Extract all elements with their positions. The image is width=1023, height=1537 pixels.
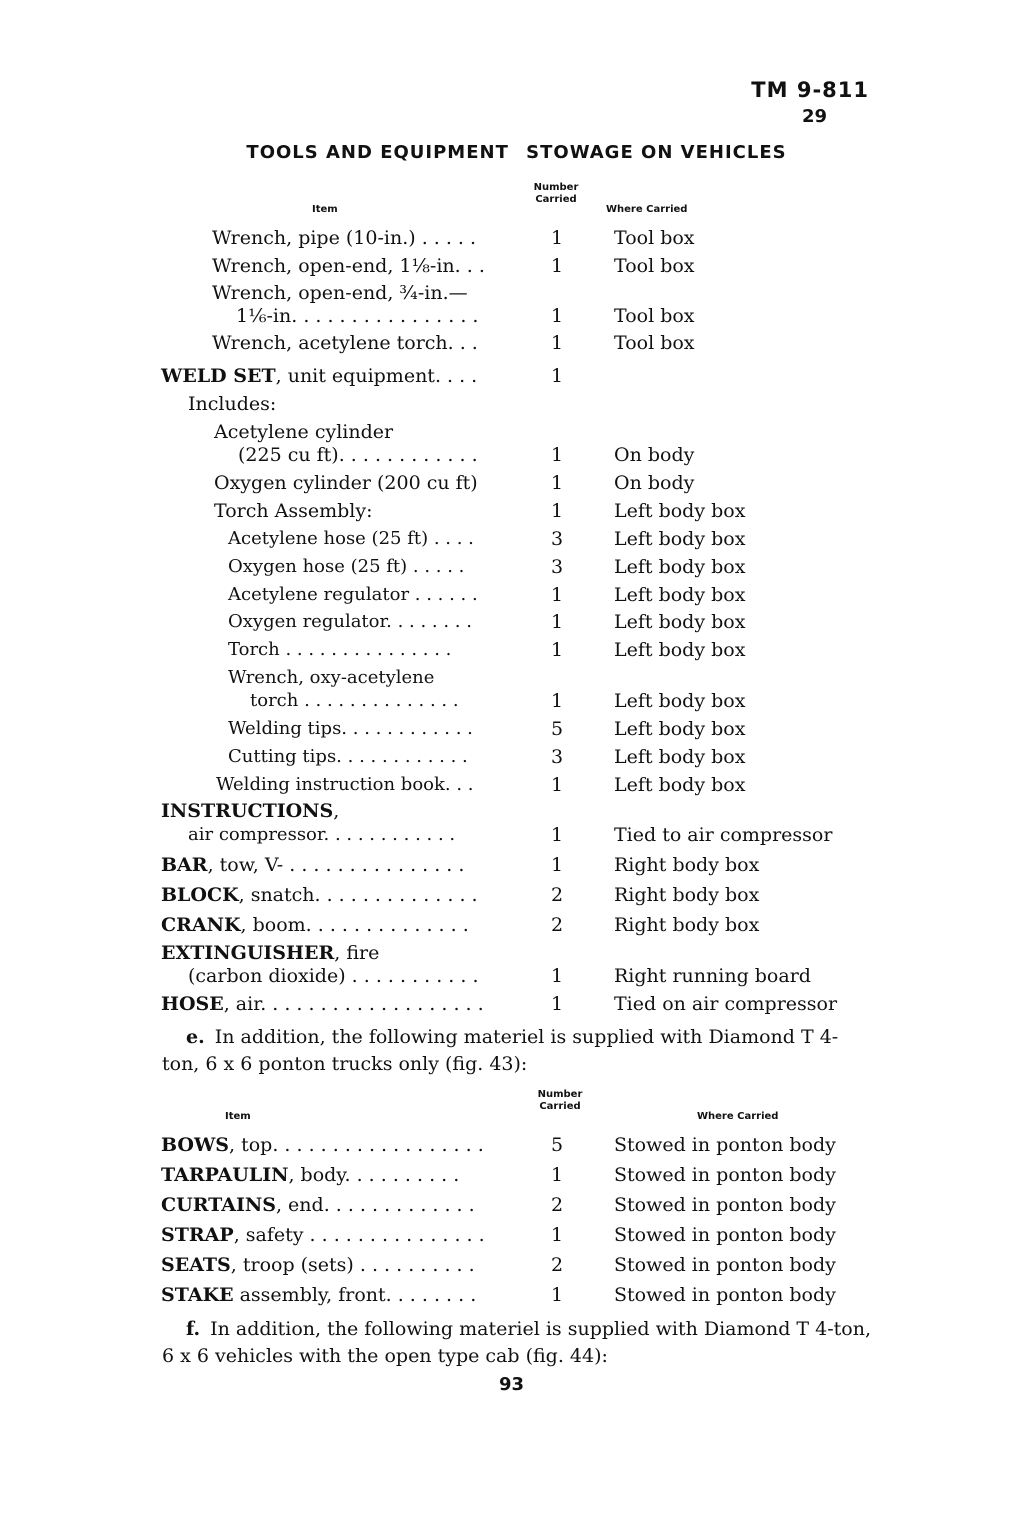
item-keyword: SEATS — [161, 1254, 231, 1276]
item-keyword: BOWS — [161, 1134, 230, 1156]
row-where: Right body box — [614, 914, 760, 936]
row-where: Tool box — [614, 255, 695, 277]
paragraph-e — [162, 1024, 874, 1078]
row-number: 1 — [550, 1164, 564, 1186]
row-where: Left body box — [614, 556, 746, 578]
row-where: Tool box — [614, 332, 695, 354]
row-item: Torch . . . . . . . . . . . . . . . — [228, 639, 452, 660]
row-where: Stowed in ponton body — [614, 1134, 836, 1156]
row-item: Wrench, pipe (10-in.) . . . . . — [212, 227, 477, 249]
row-item: Wrench, open-end, ¾-in.— — [212, 282, 468, 304]
row-item: TARPAULIN, body. . . . . . . . . . — [161, 1164, 460, 1186]
paragraph-f — [162, 1316, 874, 1370]
row-where: Right running board — [614, 965, 811, 987]
row-item: Oxygen hose (25 ft) . . . . . — [228, 556, 465, 577]
row-item: Welding tips. . . . . . . . . . . . — [228, 718, 473, 739]
row-number: 5 — [550, 718, 564, 740]
row-number: 5 — [550, 1134, 564, 1156]
item-keyword: STAKE — [161, 1284, 234, 1306]
row-item: EXTINGUISHER, fire — [161, 942, 380, 964]
table2-header-number-line1: Number — [537, 1089, 583, 1100]
row-item: Welding instruction book. . . — [216, 774, 474, 795]
row-number: 1 — [550, 824, 564, 846]
row-where: On body — [614, 444, 695, 466]
row-item: Oxygen cylinder (200 cu ft) — [214, 472, 478, 494]
row-number: 1 — [550, 255, 564, 277]
row-number: 1 — [550, 965, 564, 987]
row-where: Stowed in ponton body — [614, 1224, 836, 1246]
row-where: Tied to air compressor — [614, 824, 833, 846]
row-where: Tool box — [614, 227, 695, 249]
row-number: 2 — [550, 1194, 564, 1216]
row-item: Torch Assembly: — [214, 500, 373, 522]
row-number: 1 — [550, 227, 564, 249]
paragraph-e-text: In addition, the following materiel is supplied with Diamond T 4-ton, 6 x 6 ponton trucks only (fig. 43): — [162, 1026, 839, 1075]
page-title-left: TOOLS AND EQUIPMENT — [246, 142, 509, 163]
row-item: Cutting tips. . . . . . . . . . . . — [228, 746, 468, 767]
row-where: Right body box — [614, 854, 760, 876]
row-where: Left body box — [614, 584, 746, 606]
row-number: 1 — [550, 854, 564, 876]
row-number: 1 — [550, 332, 564, 354]
row-where: Left body box — [614, 690, 746, 712]
table1-header-number — [520, 182, 592, 206]
row-number: 3 — [550, 528, 564, 550]
row-item: (225 cu ft). . . . . . . . . . . . — [238, 444, 478, 466]
item-keyword: BAR — [161, 854, 208, 876]
table1-header-item: Item — [312, 204, 338, 215]
table2-header-where: Where Carried — [697, 1111, 779, 1122]
row-item: Acetylene hose (25 ft) . . . . — [228, 528, 474, 549]
row-where: Tool box — [614, 305, 695, 327]
item-keyword: WELD SET — [161, 365, 276, 387]
row-where: Stowed in ponton body — [614, 1254, 836, 1276]
paragraph-f-text: In addition, the following materiel is supplied with Diamond T 4-ton, 6 x 6 vehicles with the open type cab (fig. 44): — [162, 1318, 871, 1367]
row-item: BAR, tow, V- . . . . . . . . . . . . . . . — [161, 854, 465, 876]
paragraph-f-label: f. — [186, 1318, 201, 1340]
row-item: CRANK, boom. . . . . . . . . . . . . . — [161, 914, 469, 936]
item-keyword: CRANK — [161, 914, 241, 936]
row-item: SEATS, troop (sets) . . . . . . . . . . — [161, 1254, 475, 1276]
row-number: 1 — [550, 1224, 564, 1246]
item-keyword: CURTAINS — [161, 1194, 276, 1216]
row-item: torch . . . . . . . . . . . . . . — [250, 690, 459, 711]
row-item: Oxygen regulator. . . . . . . . — [228, 611, 472, 632]
table2-header-number-line2: Carried — [539, 1101, 581, 1112]
row-item: Includes: — [188, 393, 277, 415]
row-item: Wrench, acetylene torch. . . — [212, 332, 478, 354]
tm-number: TM 9-811 — [751, 78, 869, 102]
row-number: 1 — [550, 444, 564, 466]
row-where: On body — [614, 472, 695, 494]
row-item: STAKE assembly, front. . . . . . . . — [161, 1284, 477, 1306]
row-item: BLOCK, snatch. . . . . . . . . . . . . . — [161, 884, 478, 906]
row-number: 2 — [550, 914, 564, 936]
item-keyword: EXTINGUISHER — [161, 942, 335, 964]
row-item: Wrench, oxy-acetylene — [228, 667, 435, 688]
row-where: Tied on air compressor — [614, 993, 838, 1015]
item-keyword: TARPAULIN — [161, 1164, 289, 1186]
row-number: 1 — [550, 305, 564, 327]
row-item: INSTRUCTIONS, — [161, 800, 340, 822]
item-keyword: HOSE — [161, 993, 224, 1015]
row-number: 2 — [550, 1254, 564, 1276]
row-number: 1 — [550, 584, 564, 606]
row-where: Left body box — [614, 639, 746, 661]
row-number: 1 — [550, 639, 564, 661]
row-where: Stowed in ponton body — [614, 1284, 836, 1306]
row-item: Wrench, open-end, 1⅛-in. . . — [212, 255, 485, 277]
row-number: 1 — [550, 690, 564, 712]
item-keyword: INSTRUCTIONS — [161, 800, 334, 822]
row-item: HOSE, air. . . . . . . . . . . . . . . . . . . — [161, 993, 484, 1015]
paragraph-e-label: e. — [186, 1026, 205, 1048]
row-item: (carbon dioxide) . . . . . . . . . . . — [188, 965, 479, 987]
paragraph-number: 29 — [801, 106, 827, 127]
row-where: Left body box — [614, 774, 746, 796]
table1-header-number-line2: Carried — [535, 194, 577, 205]
row-where: Left body box — [614, 718, 746, 740]
row-item: Acetylene cylinder — [214, 421, 394, 443]
table2-header-item: Item — [225, 1111, 251, 1122]
table1-header-number-line1: Number — [533, 182, 579, 193]
row-item: CURTAINS, end. . . . . . . . . . . . . — [161, 1194, 475, 1216]
row-item: air compressor. . . . . . . . . . . . — [188, 824, 456, 845]
row-number: 1 — [550, 993, 564, 1015]
page-title — [0, 142, 1023, 163]
row-number: 3 — [550, 746, 564, 768]
row-where: Right body box — [614, 884, 760, 906]
row-where: Left body box — [614, 528, 746, 550]
row-where: Stowed in ponton body — [614, 1194, 836, 1216]
row-number: 2 — [550, 884, 564, 906]
row-where: Left body box — [614, 611, 746, 633]
row-item: STRAP, safety . . . . . . . . . . . . . . . — [161, 1224, 485, 1246]
row-number: 1 — [550, 472, 564, 494]
row-number: 1 — [550, 611, 564, 633]
row-item: BOWS, top. . . . . . . . . . . . . . . . . . — [161, 1134, 484, 1156]
row-number: 1 — [550, 500, 564, 522]
page-number: 93 — [498, 1374, 525, 1395]
row-item: WELD SET, unit equipment. . . . — [161, 365, 478, 387]
row-where: Left body box — [614, 500, 746, 522]
row-number: 3 — [550, 556, 564, 578]
row-item: 1⅙-in. . . . . . . . . . . . . . . . — [236, 305, 479, 327]
table2-header-number — [524, 1089, 596, 1113]
row-item: Acetylene regulator . . . . . . — [228, 584, 478, 605]
row-number: 1 — [550, 1284, 564, 1306]
row-where: Stowed in ponton body — [614, 1164, 836, 1186]
row-number: 1 — [550, 774, 564, 796]
page-title-right: STOWAGE ON VEHICLES — [526, 142, 787, 163]
row-number: 1 — [550, 365, 564, 387]
item-keyword: STRAP — [161, 1224, 234, 1246]
table1-header-where: Where Carried — [606, 204, 688, 215]
item-keyword: BLOCK — [161, 884, 239, 906]
row-where: Left body box — [614, 746, 746, 768]
